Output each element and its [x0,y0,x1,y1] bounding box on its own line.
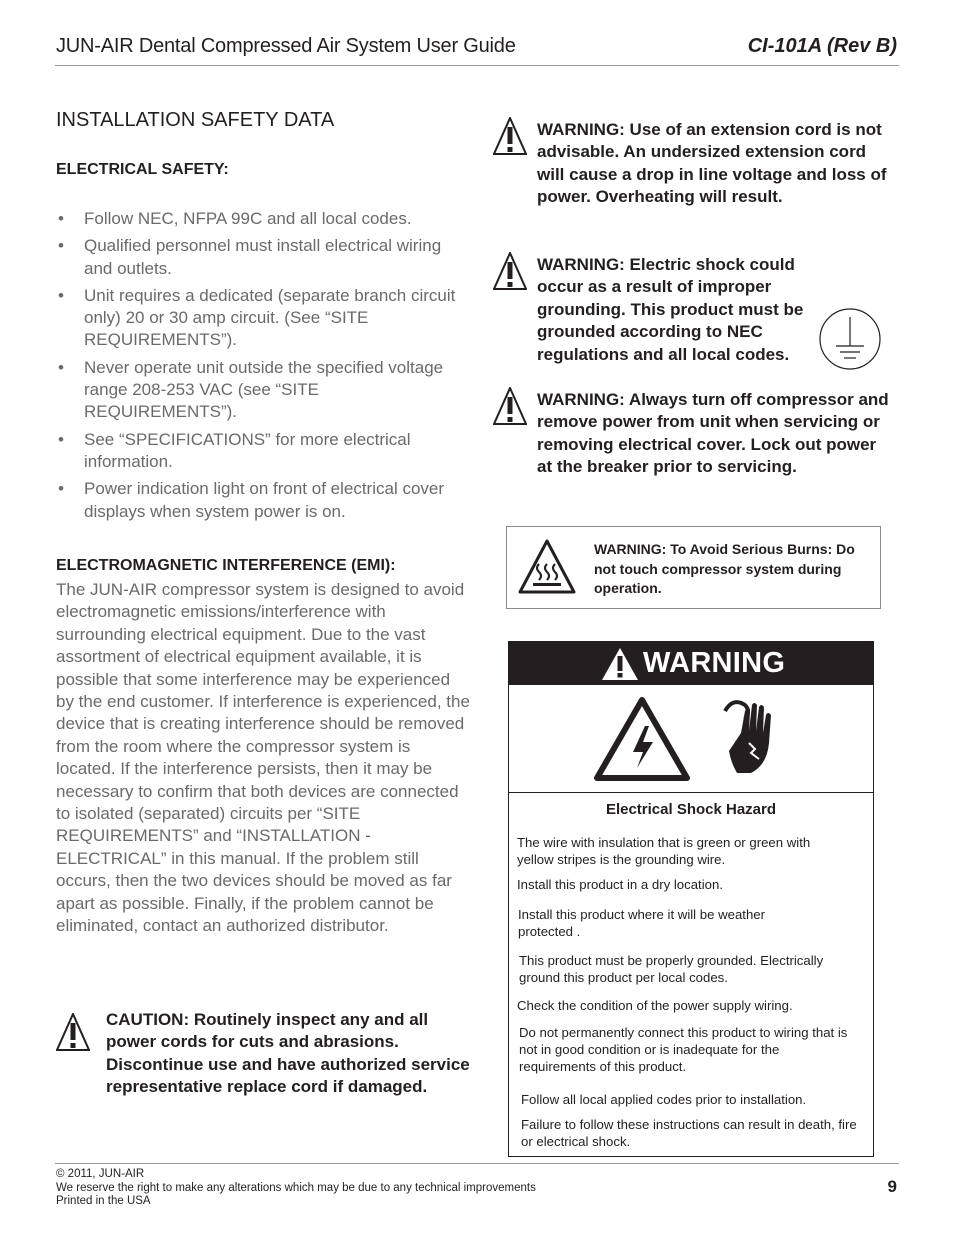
hazard-line: The wire with insulation that is green or green with yellow stripes is the grounding wire. [517,835,811,868]
burn-warning-text: WARNING: To Avoid Serious Burns: Do not touch compressor system during operation. [594,541,855,596]
list-item: • Qualified personnel must install electrical wiring and outlets. [58,236,442,278]
hazard-title: Electrical Shock Hazard [605,801,777,818]
power-off-warning-text: WARNING: Always turn off compressor and remove power from unit when servicing or removing electrical cover. Lock out power at the breaker prior to servicing. [537,390,889,477]
extension-cord-warning [493,119,893,209]
list-item: • Unit requires a dedicated (separate branch circuit only) 20 or 30 amp circuit. (See “SITE REQUIREMENTS”). [58,285,456,350]
hazard-line: Install this product where it will be weather protected . [518,907,766,940]
electrical-shock-label [508,641,874,1157]
warning-header [509,642,873,685]
warning-triangle-icon [493,387,527,425]
copyright: © 2011, JUN-AIR [56,1168,145,1180]
list-item: • Follow NEC, NFPA 99C and all local codes. [58,209,412,228]
warning-triangle-icon [56,1013,90,1051]
section-title: INSTALLATION SAFETY DATA [56,109,335,131]
list-item: • Never operate unit outside the specified voltage range 208-253 VAC (see “SITE REQUIREMENTS”). [58,357,444,422]
list-item: • Power indication light on front of electrical cover displays when system power is on. [58,479,445,521]
emi-title: ELECTROMAGNETIC INTERFERENCE (EMI): [56,557,396,574]
warning-triangle-icon [493,252,527,290]
warning-triangle-icon [493,117,527,155]
hazard-line: Install this product in a dry location. [517,877,723,892]
shock-icon-area [509,685,873,793]
power-off-warning [493,389,893,479]
document-id: CI-101A (Rev B) [747,35,897,57]
caution-block [56,1009,476,1099]
warning-triangle-icon [601,647,639,681]
electric-shock-icon [593,696,691,782]
extension-cord-warning-text: WARNING: Use of an extension cord is not advisable. An undersized extension cord will cause a drop in line voltage and loss of power. Overheating will result. [537,120,887,207]
hazard-line: This product must be properly grounded. Electrically ground this product per local codes. [519,953,824,986]
grounding-warning-text: WARNING: Electric shock could occur as a result of improper grounding. This product must be grounded according to NEC regulations and all local codes. [537,255,804,364]
warning-label: WARNING [643,647,786,679]
hazard-line: Do not permanently connect this product to wiring that is not in good condition or is inadequate for the requirements of this product. [519,1025,848,1075]
page-number: 9 [887,1177,897,1196]
emi-paragraph: The JUN-AIR compressor system is designed to avoid electromagnetic emissions/interference with surrounding electrical equipment. Due to the vast assortment of electrical equipment available, it is possible that some interference may be experienced by the end customer. If interference is experienced, the device that is creating interference should be removed from the room where the compressor system is located. If the interference persists, then it may be necessary to confirm that both devices are connected to isolated (separated) circuits per “SITE REQUIREMENTS” and “INSTALLATION - ELECTRICAL” in this manual. If the problem still occurs, then the two devices should be moved as far apart as possible. Finally, if the problem cannot be eliminated, contact an authorized distributor. [56,580,470,936]
list-item: • See “SPECIFICATIONS” for more electrical information. [58,429,411,471]
header-divider [55,65,899,66]
hazard-line: Follow all local applied codes prior to installation. [521,1092,807,1107]
footer-text [56,1168,536,1209]
burn-warning-box [506,526,881,609]
electrical-safety-list [56,208,471,528]
footer-divider [55,1163,899,1164]
disclaimer: We reserve the right to make any alterations which may be due to any technical improvements [56,1181,536,1194]
document-title: JUN-AIR Dental Compressed Air System User Guide [56,35,516,57]
ground-symbol-icon [819,308,881,370]
hazard-line: Failure to follow these instructions can result in death, fire or electrical shock. [521,1117,857,1150]
hot-surface-icon [517,537,577,597]
electrical-safety-title: ELECTRICAL SAFETY: [56,161,229,178]
hazard-line: Check the condition of the power supply wiring. [517,998,793,1013]
caution-text: CAUTION: Routinely inspect any and all power cords for cuts and abrasions. Discontinue use and have authorized service representative replace cord if damaged. [106,1010,470,1097]
printed-in: Printed in the USA [56,1195,151,1207]
hand-shock-icon [719,693,789,785]
